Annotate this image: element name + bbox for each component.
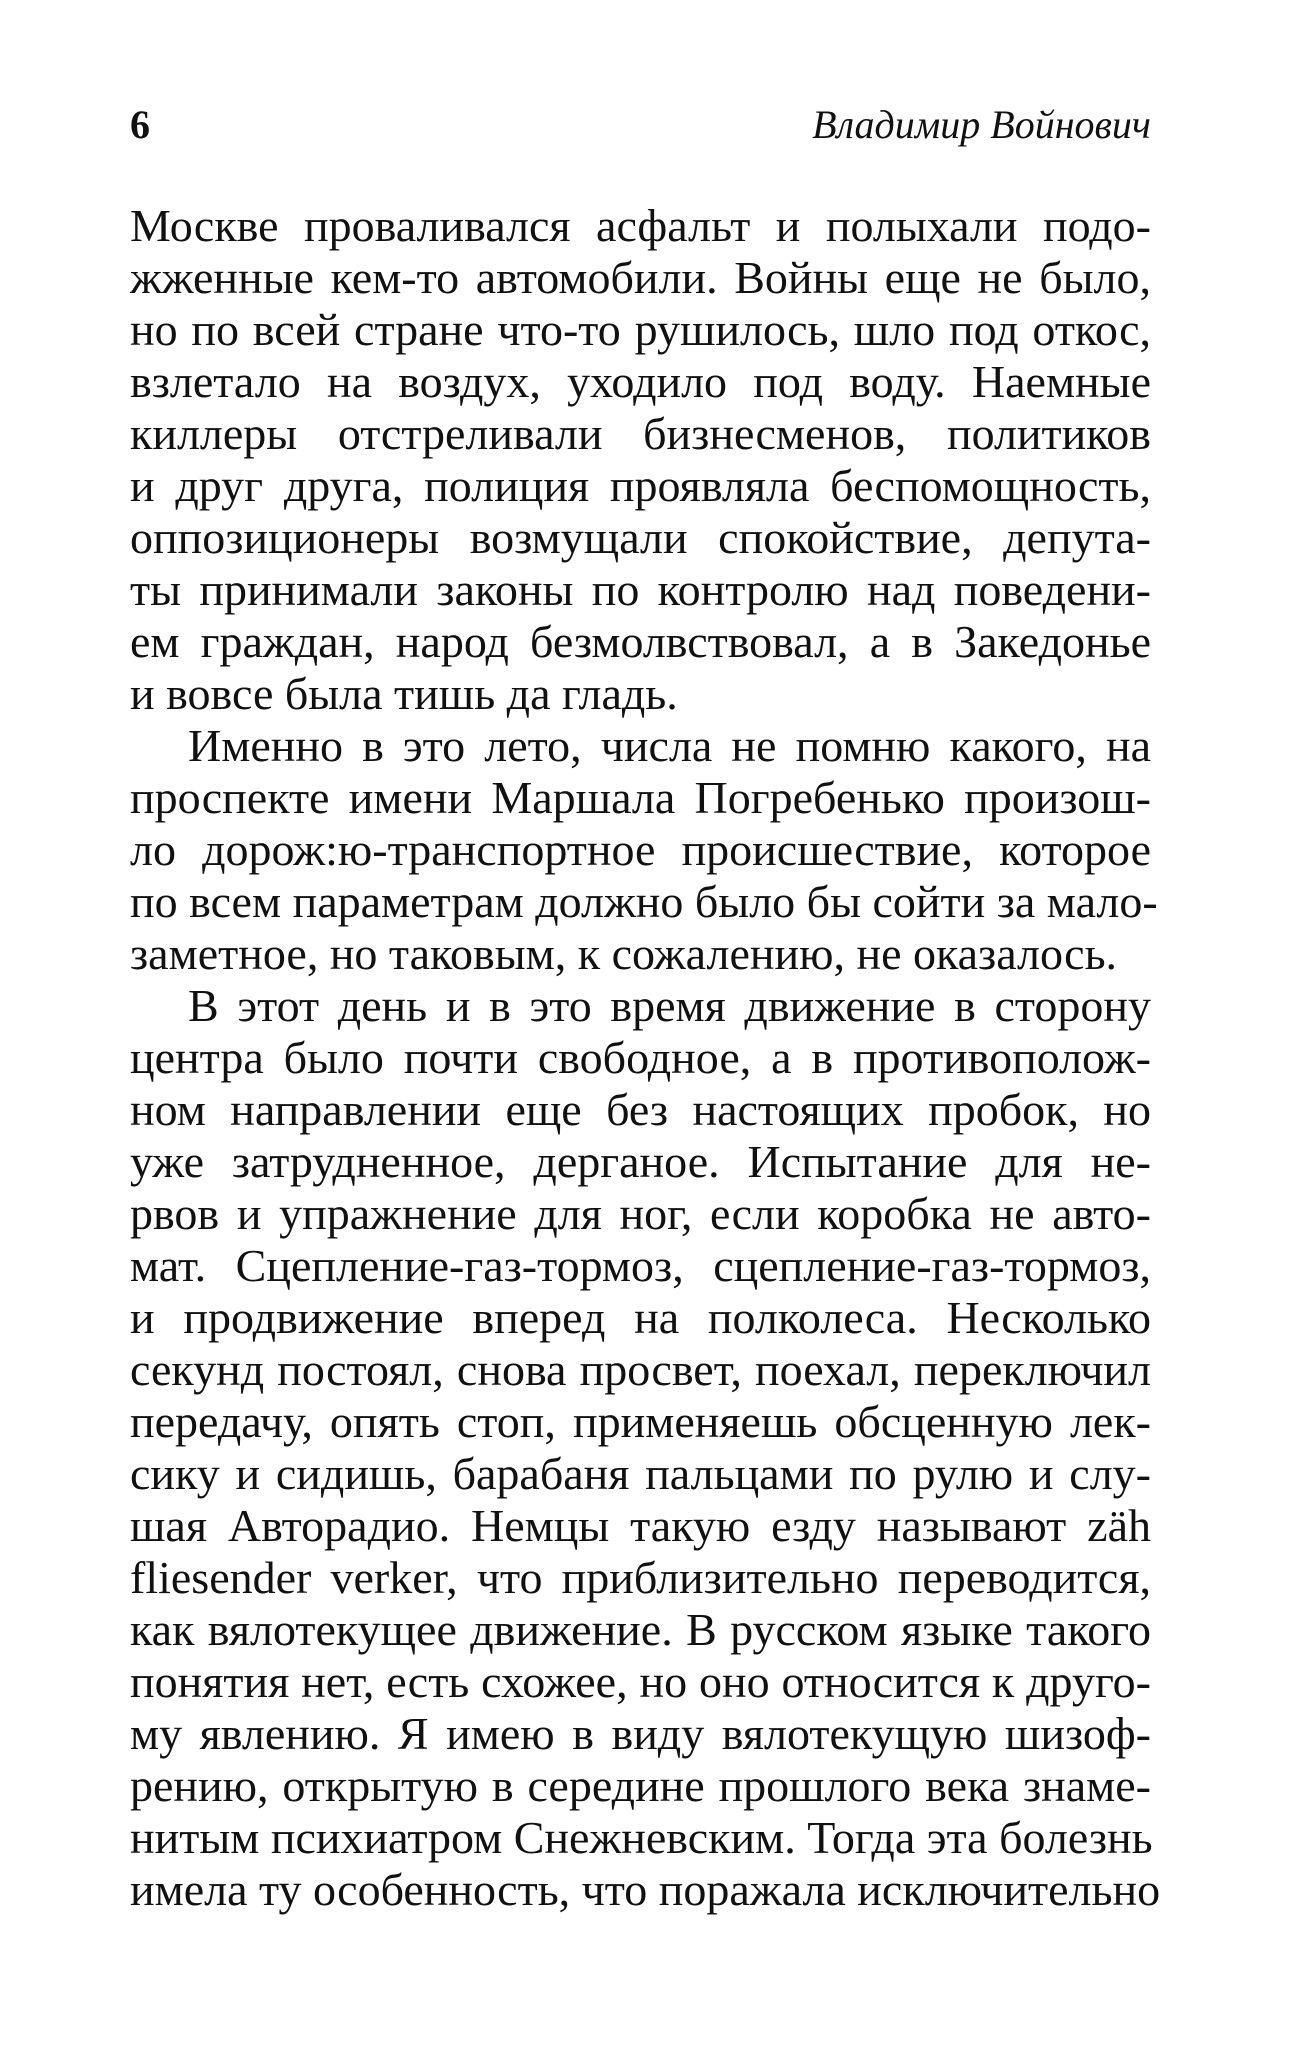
text-line: заметное, но таковым, к сожалению, не оказалось. — [130, 928, 1118, 979]
text-line: центра было почти свободное, а в противополож- — [130, 1032, 1151, 1083]
text-line: ном направлении еще без настоящих пробок, но — [130, 1084, 1151, 1135]
text-line: взлетало на воздух, уходило под воду. Наемные — [130, 356, 1151, 407]
text-line: как вялотекущее движение. В русском языке такого — [130, 1604, 1151, 1655]
body-text — [130, 200, 1161, 1916]
text-line: уже затрудненное, дерганое. Испытание для не- — [130, 1136, 1151, 1187]
text-line: сику и сидишь, барабаня пальцами по рулю и слу- — [130, 1448, 1151, 1499]
text-line: секунд постоял, снова просвет, поехал, переключил — [130, 1344, 1151, 1395]
running-head — [130, 100, 1151, 150]
text-line: ты принимали законы по контролю над поведени- — [130, 564, 1151, 615]
text-line: ло дорож:ю-транспортное происшествие, которое — [130, 824, 1151, 875]
text-line: проспекте имени Маршала Погребенько произош- — [130, 772, 1151, 823]
text-line: нитым психиатром Снежневским. Тогда эта болезнь — [130, 1812, 1153, 1863]
text-line: В этот день и в это время движение в сторону — [188, 980, 1151, 1031]
text-line: но по всей стране что-то рушилось, шло под откос, — [130, 304, 1151, 355]
text-line: оппозиционеры возмущали спокойствие, депута- — [130, 512, 1151, 563]
text-line: му явлению. Я имею в виду вялотекущую шизоф- — [130, 1708, 1151, 1759]
text-line: fliesender verker, что приблизительно переводится, — [130, 1552, 1151, 1603]
text-line: жженные кем-то автомобили. Войны еще не было, — [130, 252, 1151, 303]
text-line: киллеры отстреливали бизнесменов, политиков — [130, 408, 1151, 459]
text-line: мат. Сцепление-газ-тормоз, сцепление-газ-тормоз, — [130, 1240, 1151, 1291]
text-line: рвов и упражнение для ног, если коробка не авто- — [130, 1188, 1151, 1239]
text-line: и продвижение вперед на полколеса. Несколько — [130, 1292, 1151, 1343]
text-line: имела ту особенность, что поражала исключительно — [130, 1864, 1161, 1915]
text-line: передачу, опять стоп, применяешь обсценную лек- — [130, 1396, 1151, 1447]
text-line: и друг друга, полиция проявляла беспомощность, — [130, 460, 1151, 511]
running-head-author: Владимир Войнович — [812, 102, 1151, 147]
text-line: рению, открытую в середине прошлого века знаме- — [130, 1760, 1151, 1811]
text-line: понятия нет, есть схожее, но оно относится к друго- — [130, 1656, 1151, 1707]
text-line: по всем параметрам должно было бы сойти за мало- — [130, 876, 1158, 927]
text-line: и вовсе была тишь да гладь. — [130, 668, 678, 719]
page-number: 6 — [130, 102, 150, 147]
text-line: Именно в это лето, числа не помню какого, на — [188, 720, 1151, 771]
text-line: ем граждан, народ безмолвствовал, а в Закедонье — [130, 616, 1151, 667]
text-line: шая Авторадио. Немцы такую езду называют zäh — [130, 1500, 1151, 1551]
text-line: Москве проваливался асфальт и полыхали подо- — [130, 200, 1151, 251]
